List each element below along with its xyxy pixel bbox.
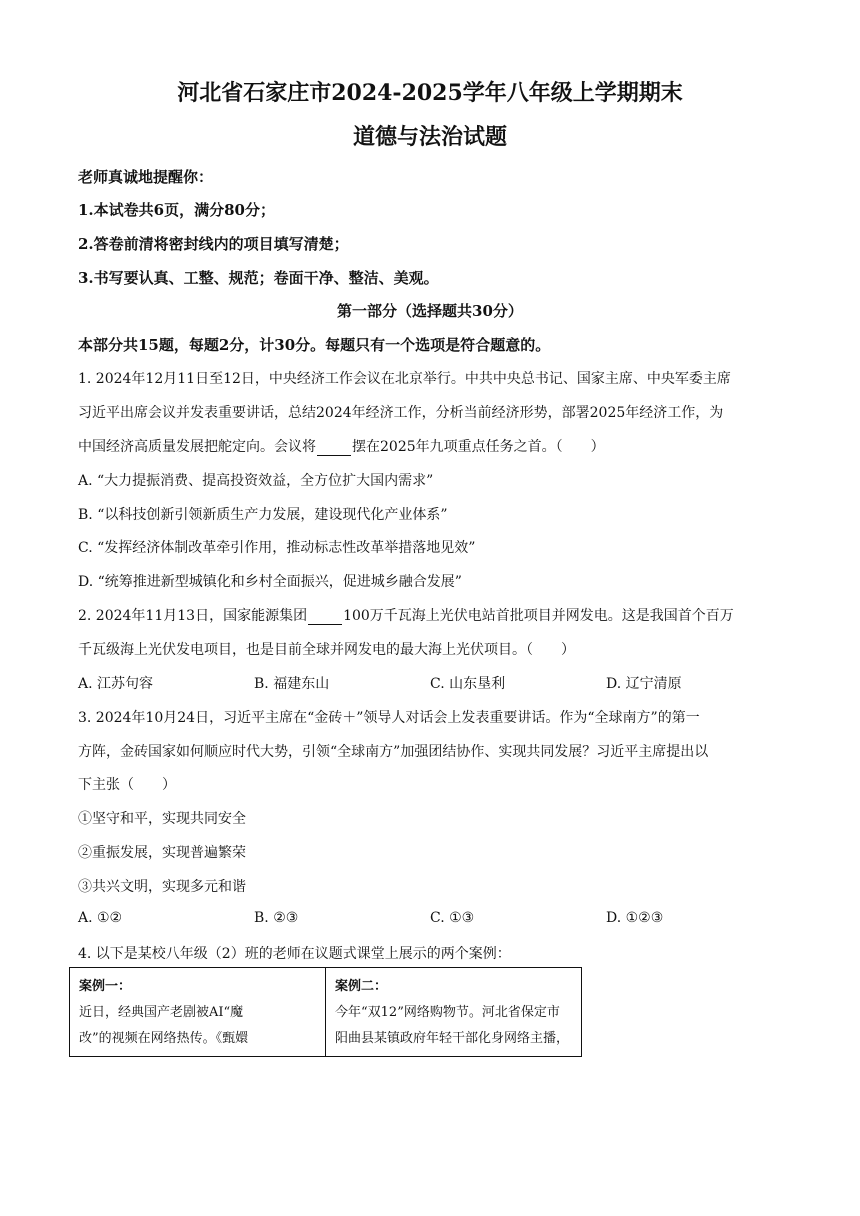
question-1-text: 1. 2024年12月11日至12日，中央经济工作会议在北京举行。中共中央总书记、国家主席、中央军委主席 xyxy=(78,371,731,387)
notice-item: 1.本试卷共6页，满分80分； xyxy=(78,201,275,219)
exam-title: 河北省石家庄市2024-2025学年八年级上学期期末 xyxy=(177,80,683,106)
case-two-cell xyxy=(326,968,582,1057)
part-heading: 第一部分（选择题共30分） xyxy=(337,302,523,320)
case-two-line: 阳曲县某镇政府年轻干部化身网络主播， xyxy=(335,1031,570,1046)
option-b: B. 福建东山 xyxy=(254,676,330,692)
question-1-text-part: 摆在2025年九项重点任务之首。（ ） xyxy=(352,439,605,455)
option-a: A. ①② xyxy=(78,910,123,926)
case-table xyxy=(69,967,582,1057)
statement-item: ②重振发展，实现普遍繁荣 xyxy=(78,845,246,861)
question-3-text: 3. 2024年10月24日，习近平主席在“金砖＋”领导人对话会上发表重要讲话。作为“全球南方”的第一 xyxy=(78,710,700,726)
option-a: A. 江苏句容 xyxy=(78,676,154,692)
case-two-title: 案例二： xyxy=(335,979,388,994)
option-c: C. 山东垦利 xyxy=(430,676,506,692)
option-d: D. 辽宁清原 xyxy=(606,676,682,692)
part-instruction: 本部分共15题，每题2分，计30分。每题只有一个选项是符合题意的。 xyxy=(78,336,551,354)
question-1-text xyxy=(78,436,605,456)
option-a: A. “大力提振消费、提高投资效益，全方位扩大国内需求” xyxy=(78,473,434,489)
option-d: D. “统筹推进新型城镇化和乡村全面振兴，促进城乡融合发展” xyxy=(78,574,462,590)
answer-blank xyxy=(317,441,351,456)
answer-blank xyxy=(308,610,342,625)
statement-item: ①坚守和平，实现共同安全 xyxy=(78,811,246,827)
option-c: C. “发挥经济体制改革牵引作用，推动标志性改革举措落地见效” xyxy=(78,540,476,556)
question-3-text: 方阵，金砖国家如何顺应时代大势，引领“全球南方”加强团结协作、实现共同发展？习近平主席提出以 xyxy=(78,744,709,760)
notice-item: 3.书写要认真、工整、规范；卷面干净、整洁、美观。 xyxy=(78,269,439,287)
option-c: C. ①③ xyxy=(430,910,475,926)
notice-heading: 老师真诚地提醒你： xyxy=(78,168,214,186)
option-d: D. ①②③ xyxy=(606,910,664,926)
question-2-text-part: 2. 2024年11月13日，国家能源集团 xyxy=(78,608,308,624)
case-one-line: 改”的视频在网络热传。《甄嬛 xyxy=(79,1031,249,1046)
case-one-cell xyxy=(70,968,326,1057)
question-1-text: 习近平出席会议并发表重要讲话，总结2024年经济工作，分析当前经济形势，部署2025年经济工作，为 xyxy=(78,405,724,421)
question-2-text xyxy=(78,605,734,625)
question-2-text: 千瓦级海上光伏发电项目，也是目前全球并网发电的最大海上光伏项目。（ ） xyxy=(78,642,575,658)
case-table-row xyxy=(70,968,582,1057)
question-1-text-part: 中国经济高质量发展把舵定向。会议将 xyxy=(78,439,316,455)
case-one-line: 近日，经典国产老剧被AI“魔 xyxy=(79,1005,244,1020)
option-b: B. ②③ xyxy=(254,910,299,926)
question-3-text: 下主张（ ） xyxy=(78,777,176,793)
question-2-text-part: 100万千瓦海上光伏电站首批项目并网发电。这是我国首个百万 xyxy=(343,608,734,624)
case-one-title: 案例一： xyxy=(79,979,132,994)
exam-subtitle: 道德与法治试题 xyxy=(352,124,507,150)
question-4-text: 4. 以下是某校八年级（2）班的老师在议题式课堂上展示的两个案例： xyxy=(78,946,511,962)
case-two-line: 今年“双12”网络购物节。河北省保定市 xyxy=(335,1005,560,1020)
notice-item: 2.答卷前清将密封线内的项目填写清楚； xyxy=(78,235,349,253)
statement-item: ③共兴文明，实现多元和谐 xyxy=(78,879,246,895)
option-b: B. “以科技创新引领新质生产力发展，建设现代化产业体系” xyxy=(78,507,448,523)
